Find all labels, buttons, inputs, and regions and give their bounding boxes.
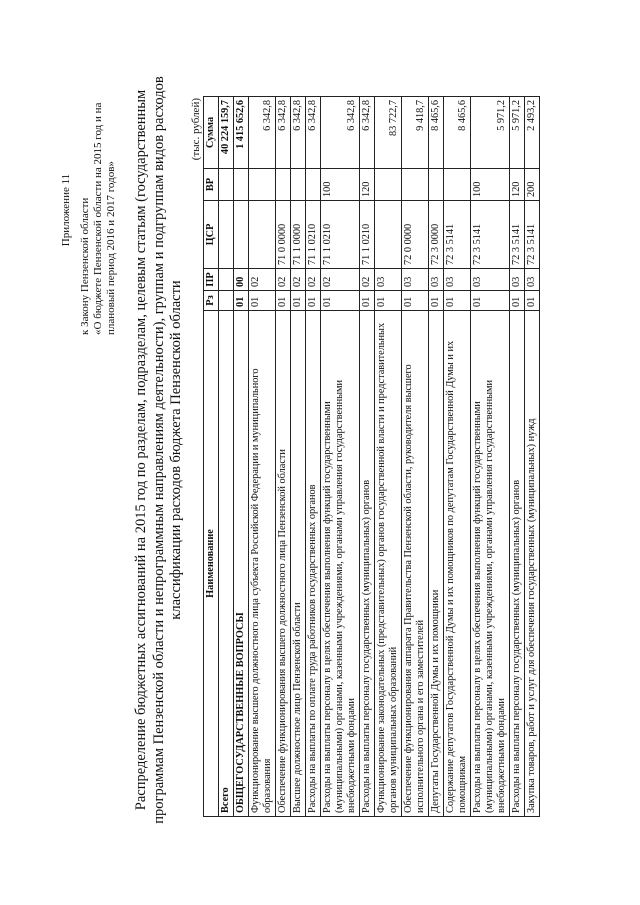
cell-rz: 01 xyxy=(249,291,276,311)
appendix-line: к Закону Пензенской области xyxy=(79,197,91,335)
table-row xyxy=(471,97,510,817)
cell-csr xyxy=(375,201,402,269)
cell-sum: 40 224 159,7 xyxy=(219,97,234,169)
cell-pr: 03 xyxy=(429,269,444,291)
cell-pr xyxy=(219,269,234,291)
header-name: Наименование xyxy=(204,311,219,817)
cell-rz: 01 xyxy=(429,291,444,311)
table-row xyxy=(360,97,375,817)
cell-sum: 83 722,7 xyxy=(375,97,402,169)
table-row xyxy=(375,97,402,817)
cell-name: Функционирование законодательных (представительных) органов государственной власти и представительных органов муниципальных образований xyxy=(375,311,402,817)
header-rz: Рз xyxy=(204,291,219,311)
cell-name: Всего xyxy=(219,311,234,817)
cell-pr: 03 xyxy=(525,269,540,291)
cell-vr: 100 xyxy=(321,169,360,201)
cell-vr xyxy=(276,169,291,201)
cell-vr xyxy=(444,169,471,201)
cell-sum: 8 465,6 xyxy=(429,97,444,169)
table-row xyxy=(306,97,321,817)
cell-pr: 03 xyxy=(375,269,402,291)
table-body xyxy=(219,97,540,817)
header-vr: ВР xyxy=(204,169,219,201)
header-pr: ПР xyxy=(204,269,219,291)
table-row xyxy=(219,97,234,817)
table-row xyxy=(249,97,276,817)
cell-vr xyxy=(249,169,276,201)
cell-pr: 03 xyxy=(444,269,471,291)
table-header-row xyxy=(204,97,219,817)
cell-vr: 120 xyxy=(360,169,375,201)
cell-csr: 72 3 5141 xyxy=(444,201,471,269)
table-row xyxy=(525,97,540,817)
cell-vr xyxy=(306,169,321,201)
cell-sum: 8 465,6 xyxy=(444,97,471,169)
cell-name: Депутаты Государственной Думы и их помощники xyxy=(429,311,444,817)
cell-csr: 71 1 0210 xyxy=(306,201,321,269)
cell-rz: 01 xyxy=(375,291,402,311)
cell-sum: 5 971,2 xyxy=(510,97,525,169)
cell-rz: 01 xyxy=(510,291,525,311)
cell-pr: 03 xyxy=(402,269,429,291)
header-csr: ЦСР xyxy=(204,201,219,269)
table-row xyxy=(321,97,360,817)
cell-csr xyxy=(219,201,234,269)
table-row xyxy=(444,97,471,817)
cell-sum: 1 415 652,6 xyxy=(234,97,249,169)
cell-csr: 72 3 5141 xyxy=(510,201,525,269)
table-row xyxy=(291,97,306,817)
appendix-number: Приложение 11 xyxy=(60,173,72,247)
cell-csr: 72 3 5141 xyxy=(471,201,510,269)
cell-sum: 6 342,8 xyxy=(249,97,276,169)
cell-rz: 01 xyxy=(234,291,249,311)
table-row xyxy=(510,97,525,817)
cell-pr: 02 xyxy=(321,269,360,291)
cell-vr: 200 xyxy=(525,169,540,201)
cell-csr: 71 1 0210 xyxy=(360,201,375,269)
cell-csr: 72 3 5141 xyxy=(525,201,540,269)
cell-name: Расходы на выплаты персоналу государственных (муниципальных) органов xyxy=(360,311,375,817)
appendix-block xyxy=(60,45,118,335)
cell-pr: 03 xyxy=(510,269,525,291)
cell-vr xyxy=(219,169,234,201)
cell-name: Функционирование высшего должностного лица субъекта Российской Федерации и муниципального образования xyxy=(249,311,276,817)
cell-sum: 6 342,8 xyxy=(291,97,306,169)
cell-pr: 02 xyxy=(276,269,291,291)
cell-name: ОБЩЕГОСУДАРСТВЕННЫЕ ВОПРОСЫ xyxy=(234,311,249,817)
cell-name: Закупка товаров, работ и услуг для обеспечения государственных (муниципальных) нужд xyxy=(525,311,540,817)
header-sum: Сумма xyxy=(204,97,219,169)
cell-name: Обеспечение функционирования аппарата Правительства Пензенской области, руководителя высшего исполнительного органа и его заместителей xyxy=(402,311,429,817)
cell-rz: 01 xyxy=(321,291,360,311)
cell-sum: 6 342,8 xyxy=(360,97,375,169)
cell-vr xyxy=(402,169,429,201)
cell-vr xyxy=(375,169,402,201)
cell-name: Расходы на выплаты персоналу в целях обеспечения выполнения функций государственными (муниципальными) органами, казенными учреждениями, органами управления государственными внебюджетными фондами xyxy=(471,311,510,817)
cell-pr: 00 xyxy=(234,269,249,291)
cell-vr: 100 xyxy=(471,169,510,201)
cell-sum: 9 418,7 xyxy=(402,97,429,169)
table-row xyxy=(402,97,429,817)
cell-rz: 01 xyxy=(360,291,375,311)
cell-csr: 72 0 0000 xyxy=(402,201,429,269)
table-row xyxy=(234,97,249,817)
cell-sum: 2 493,2 xyxy=(525,97,540,169)
cell-rz: 01 xyxy=(276,291,291,311)
cell-vr xyxy=(234,169,249,201)
cell-sum: 5 971,2 xyxy=(471,97,510,169)
cell-rz: 01 xyxy=(306,291,321,311)
cell-pr: 02 xyxy=(306,269,321,291)
cell-name: Обеспечение функционирования высшего должностного лица Пензенской области xyxy=(276,311,291,817)
appendix-line: плановый период 2016 и 2017 годов» xyxy=(105,161,117,335)
cell-vr xyxy=(291,169,306,201)
cell-name: Расходы на выплаты персоналу в целях обеспечения выполнения функций государственными (муниципальными) органами, казенными учреждениями, органами управления государственными внебюджетными фондами xyxy=(321,311,360,817)
document-title: Распределение бюджетных ассигнований на 2015 год по разделам, подразделам, целевым статьям (государственным программам Пензенской области и непрограммным направлениям деятельности), группам и подгруппам видов расходов классификации расходов бюджета Пензенской области xyxy=(133,76,184,824)
cell-csr xyxy=(249,201,276,269)
cell-csr: 71 1 0000 xyxy=(291,201,306,269)
cell-rz: 01 xyxy=(291,291,306,311)
cell-sum: 6 342,8 xyxy=(321,97,360,169)
cell-sum: 6 342,8 xyxy=(276,97,291,169)
cell-rz: 01 xyxy=(444,291,471,311)
cell-sum: 6 342,8 xyxy=(306,97,321,169)
cell-rz xyxy=(219,291,234,311)
table-row xyxy=(429,97,444,817)
cell-name: Высшее должностное лицо Пензенской области xyxy=(291,311,306,817)
cell-pr: 02 xyxy=(249,269,276,291)
cell-rz: 01 xyxy=(471,291,510,311)
cell-csr: 72 3 0000 xyxy=(429,201,444,269)
cell-vr xyxy=(429,169,444,201)
cell-csr xyxy=(234,201,249,269)
cell-name: Расходы на выплаты персоналу государственных (муниципальных) органов xyxy=(510,311,525,817)
cell-rz: 01 xyxy=(402,291,429,311)
cell-rz: 01 xyxy=(525,291,540,311)
cell-pr: 02 xyxy=(291,269,306,291)
cell-csr: 71 0 0000 xyxy=(276,201,291,269)
cell-vr: 120 xyxy=(510,169,525,201)
budget-table xyxy=(203,96,540,817)
cell-name: Содержание депутатов Государственной Думы и их помощников по депутатам Государственной Думы и их помощникам xyxy=(444,311,471,817)
table-row xyxy=(276,97,291,817)
unit-label: (тыс. рублей) xyxy=(190,98,202,161)
cell-pr: 03 xyxy=(471,269,510,291)
cell-pr: 02 xyxy=(360,269,375,291)
appendix-line: «О бюджете Пензенской области на 2015 год и на xyxy=(92,102,104,335)
cell-name: Расходы на выплаты по оплате труда работников государственных органов xyxy=(306,311,321,817)
cell-csr: 71 1 0210 xyxy=(321,201,360,269)
